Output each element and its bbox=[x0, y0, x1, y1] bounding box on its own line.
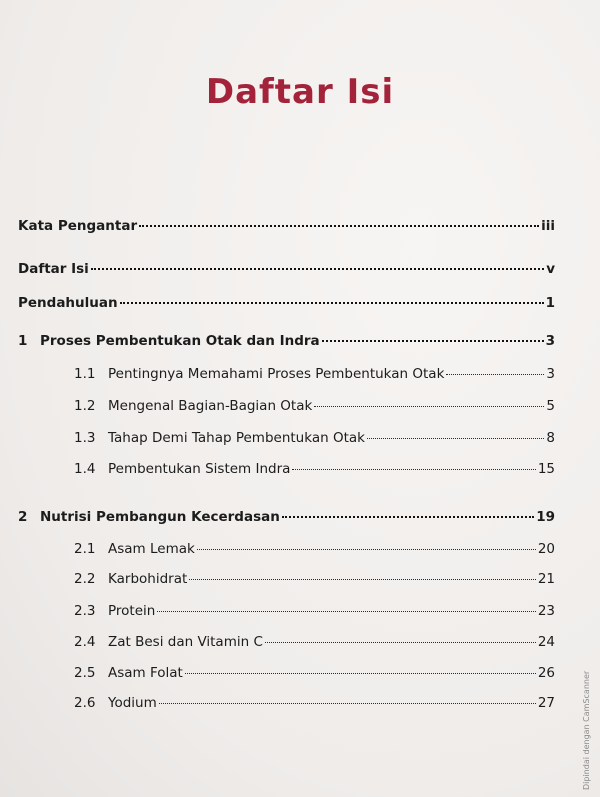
toc-page-number: 3 bbox=[546, 366, 555, 382]
section-number: 2.1 bbox=[74, 541, 96, 557]
toc-page-number: 21 bbox=[537, 571, 555, 587]
toc-label: Nutrisi Pembangun Kecerdasan bbox=[40, 509, 280, 525]
dot-leader bbox=[91, 268, 544, 270]
toc-section-1-2[interactable] bbox=[74, 398, 555, 414]
toc-page-number: 3 bbox=[545, 333, 555, 349]
dot-leader bbox=[265, 642, 536, 643]
toc-label: Daftar Isi bbox=[18, 261, 89, 277]
toc-page-number: iii bbox=[541, 218, 555, 234]
toc-section-1-4[interactable] bbox=[74, 461, 555, 477]
page-title: Daftar Isi bbox=[205, 72, 395, 112]
toc-label: Mengenal Bagian-Bagian Otak bbox=[108, 398, 313, 414]
dot-leader bbox=[314, 406, 544, 407]
section-number: 1.4 bbox=[74, 461, 96, 477]
toc-page-number: 20 bbox=[537, 541, 555, 557]
toc-page-number: 8 bbox=[546, 430, 555, 446]
toc-page-number: 19 bbox=[536, 509, 555, 525]
scanner-watermark: Dipindai dengan CamScanner bbox=[582, 670, 591, 790]
toc-label: Kata Pengantar bbox=[18, 218, 138, 234]
toc-section-2-6[interactable] bbox=[74, 695, 555, 711]
toc-label: Zat Besi dan Vitamin C bbox=[108, 634, 263, 650]
section-number: 2.3 bbox=[74, 603, 96, 619]
dot-leader bbox=[159, 703, 536, 704]
toc-chapter-1[interactable] bbox=[18, 333, 555, 349]
toc-label: Yodium bbox=[108, 695, 157, 711]
section-number: 1.1 bbox=[74, 366, 96, 382]
toc-section-2-3[interactable] bbox=[74, 603, 555, 619]
section-number: 1.3 bbox=[74, 430, 96, 446]
dot-leader bbox=[185, 673, 536, 674]
toc-label: Proses Pembentukan Otak dan Indra bbox=[40, 333, 320, 349]
dot-leader bbox=[197, 549, 536, 550]
dot-leader bbox=[322, 340, 544, 342]
toc-entry-pendahuluan[interactable] bbox=[18, 295, 555, 311]
toc-label: Asam Lemak bbox=[108, 541, 195, 557]
toc-section-2-4[interactable] bbox=[74, 634, 555, 650]
toc-entry-daftar-isi[interactable] bbox=[18, 261, 555, 277]
section-number: 1.2 bbox=[74, 398, 96, 414]
toc-entry-kata-pengantar[interactable] bbox=[18, 218, 555, 234]
toc-chapter-2[interactable] bbox=[18, 509, 555, 525]
toc-page-number: 1 bbox=[545, 295, 555, 311]
toc-label: Pembentukan Sistem Indra bbox=[108, 461, 291, 477]
dot-leader bbox=[139, 225, 539, 227]
section-number: 2.5 bbox=[74, 665, 96, 681]
section-number: 2.6 bbox=[74, 695, 96, 711]
toc-label: Karbohidrat bbox=[108, 571, 188, 587]
dot-leader bbox=[292, 469, 535, 470]
toc-label: Pentingnya Memahami Proses Pembentukan Otak bbox=[108, 366, 445, 382]
section-number: 2.2 bbox=[74, 571, 96, 587]
toc-label: Protein bbox=[108, 603, 156, 619]
toc-page-number: v bbox=[546, 261, 555, 277]
toc-page-number: 27 bbox=[537, 695, 555, 711]
toc-section-1-1[interactable] bbox=[74, 366, 555, 382]
dot-leader bbox=[120, 302, 544, 304]
section-number: 2.4 bbox=[74, 634, 96, 650]
dot-leader bbox=[446, 374, 544, 375]
chapter-number: 1 bbox=[18, 333, 28, 349]
chapter-number: 2 bbox=[18, 509, 28, 525]
toc-page-number: 24 bbox=[537, 634, 555, 650]
toc-page-number: 23 bbox=[537, 603, 555, 619]
toc-section-2-2[interactable] bbox=[74, 571, 555, 587]
dot-leader bbox=[189, 579, 536, 580]
toc-label: Tahap Demi Tahap Pembentukan Otak bbox=[108, 430, 365, 446]
toc-page-number: 26 bbox=[537, 665, 555, 681]
toc-section-2-5[interactable] bbox=[74, 665, 555, 681]
toc-page-number: 5 bbox=[546, 398, 555, 414]
dot-leader bbox=[282, 516, 534, 518]
toc-label: Pendahuluan bbox=[18, 295, 118, 311]
dot-leader bbox=[157, 611, 535, 612]
dot-leader bbox=[367, 438, 544, 439]
toc-label: Asam Folat bbox=[108, 665, 183, 681]
toc-section-2-1[interactable] bbox=[74, 541, 555, 557]
toc-page-number: 15 bbox=[537, 461, 555, 477]
toc-section-1-3[interactable] bbox=[74, 430, 555, 446]
